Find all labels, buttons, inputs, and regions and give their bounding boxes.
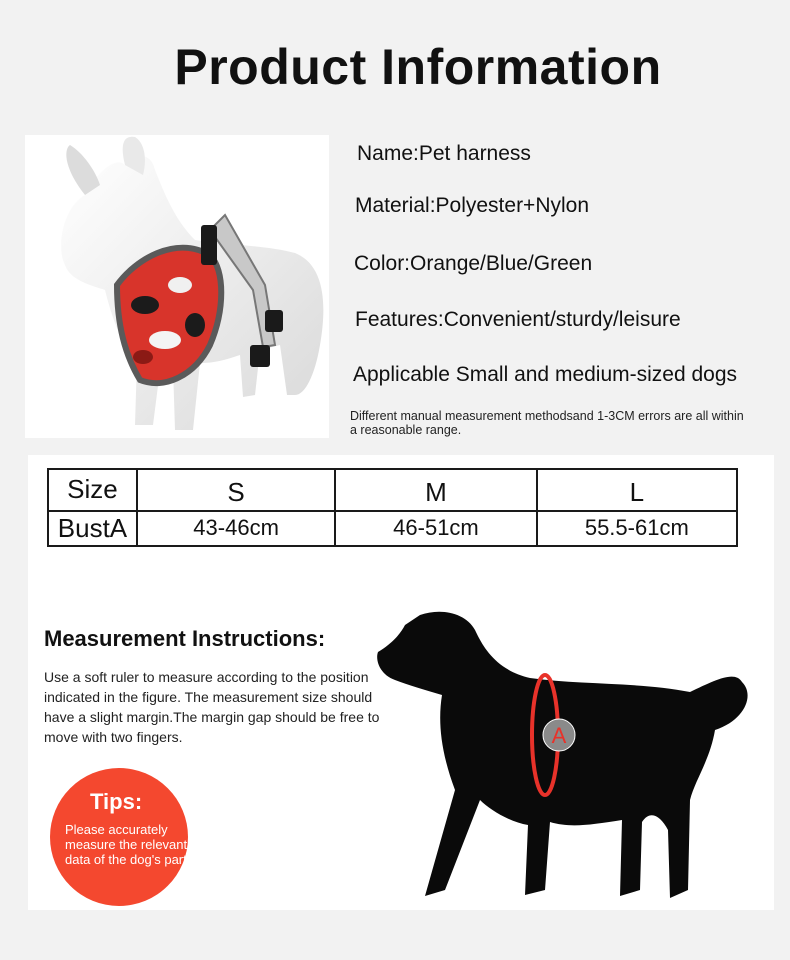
spec-applicable: Applicable Small and medium-sized dogs (353, 363, 738, 386)
dog-mannequin-harness-illustration (25, 135, 329, 438)
spec-name: Name:Pet harness (357, 142, 531, 165)
size-header-label: Size (48, 469, 137, 511)
dog-silhouette (377, 612, 747, 898)
spec-material: Material:Polyester+Nylon (355, 194, 590, 217)
dog-silhouette-measurement-icon (370, 600, 775, 905)
bust-value-s: 43-46cm (137, 511, 335, 546)
size-m-header: M (335, 469, 536, 511)
measurement-marker-label: A (551, 723, 567, 748)
tips-body: Please accurately measure the relevant data of the dog's part (65, 822, 188, 867)
size-table (47, 468, 738, 547)
bust-value-m: 46-51cm (335, 511, 536, 546)
spec-features: Features:Convenient/sturdy/leisure (355, 308, 681, 331)
measurement-body: Use a soft ruler to measure according to the position indicated in the figure. The measurement size should have a slight margin.The margin gap should be free to move with two fingers. (44, 669, 380, 745)
bust-row-label: BustA (48, 511, 137, 546)
measurement-error-note: Different manual measurement methodsand 1-3CM errors are all within a reasonable range. (350, 409, 744, 437)
size-l-header: L (537, 469, 737, 511)
size-header-row (48, 469, 737, 511)
bust-value-l: 55.5-61cm (537, 511, 737, 546)
tips-title: Tips: (90, 789, 143, 814)
size-s-header: S (137, 469, 335, 511)
measurement-title: Measurement Instructions: (44, 626, 326, 651)
spec-color: Color:Orange/Blue/Green (354, 252, 593, 275)
page-title: Product Information (174, 39, 662, 95)
size-bust-row (48, 511, 737, 546)
